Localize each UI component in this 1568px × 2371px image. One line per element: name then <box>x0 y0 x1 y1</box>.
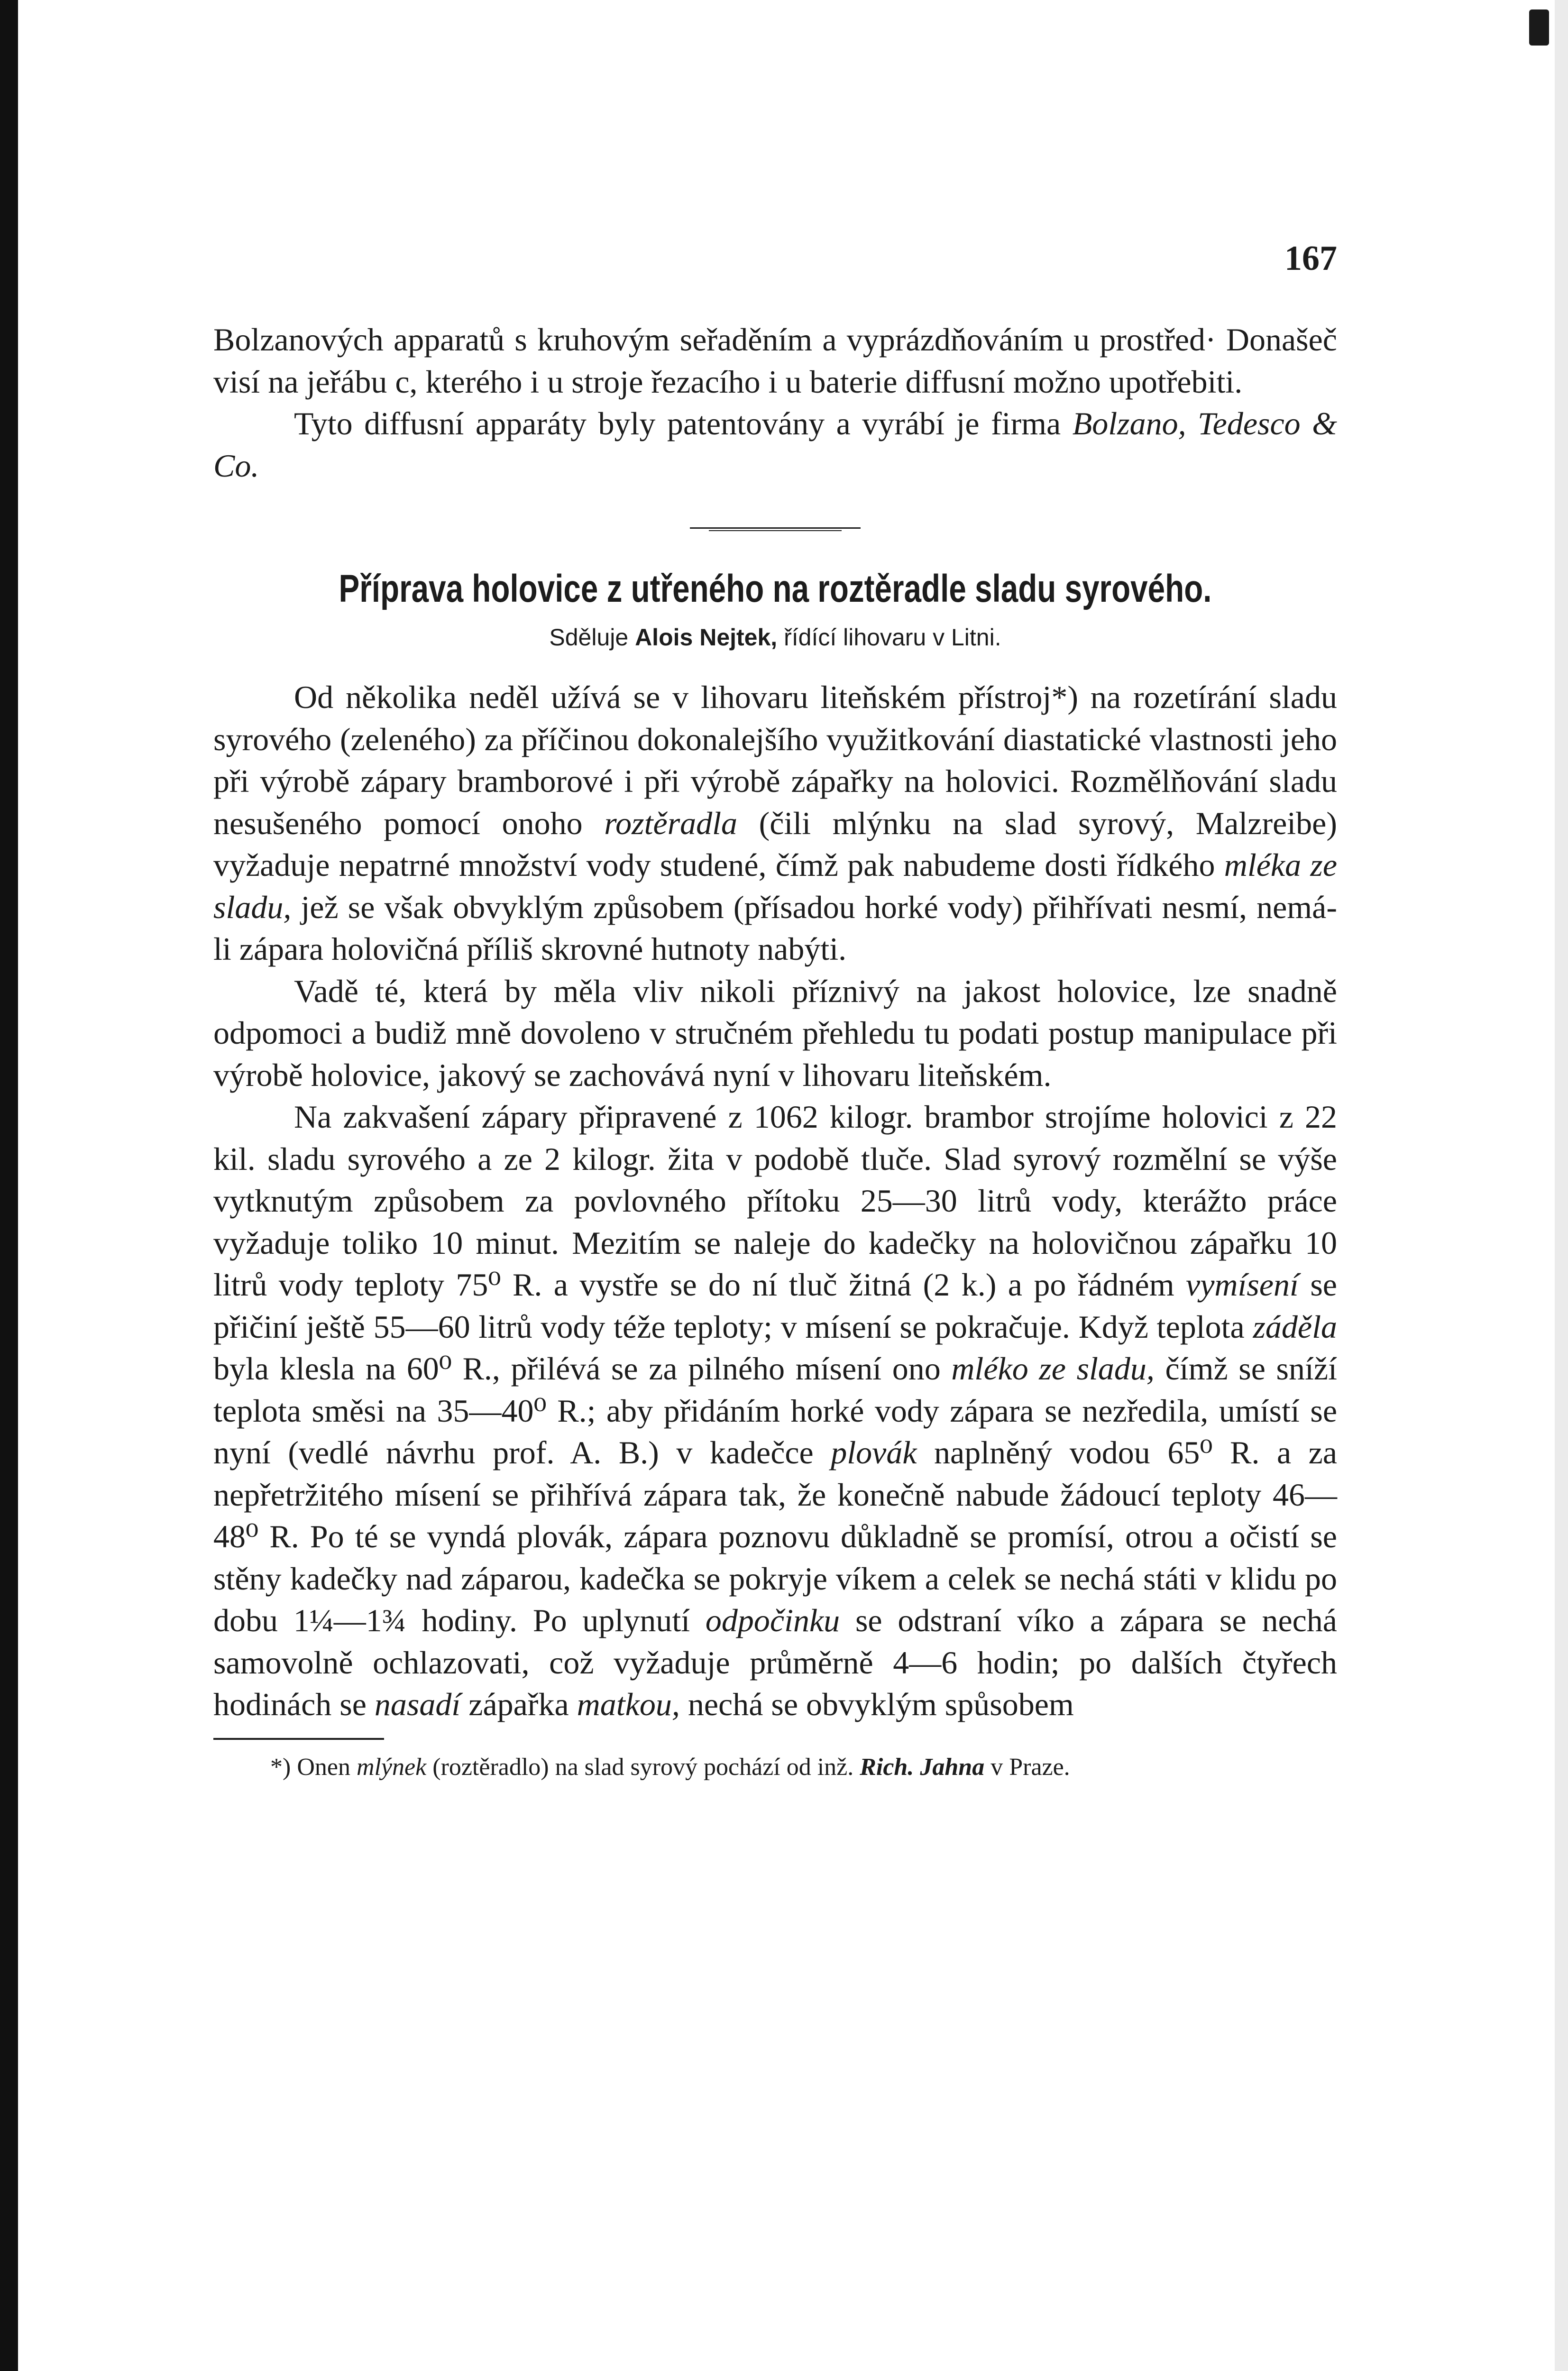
footnote-term: mlýnek <box>356 1753 427 1781</box>
term-roztěradla: roztěradla <box>604 805 738 841</box>
article-title: Příprava holovice z utřeného na roztěradle sladu syrového. <box>339 567 1212 610</box>
body-block <box>213 319 1337 1786</box>
paragraph-3-text-d: čímž se sníží teplota směsi na 35—40⁰ R.; aby přidáním horké vody zápara se nezředila, umístí se nyní (vedlé návrhu prof. A. B.) v kadečce <box>213 1351 1337 1470</box>
intro-text: Bolzanových apparatů s kruhovým seřaděním a vyprázdňováním u prostřed· Donašeč visí na jeřábu c, kterého i u stroje řezacího i u baterie diffusní možno upotřebiti. <box>213 322 1337 400</box>
paragraph-1 <box>213 676 1337 970</box>
patent-paragraph <box>213 403 1337 487</box>
term-matkou: matkou, <box>577 1686 680 1722</box>
intro-paragraph <box>213 319 1337 403</box>
page-number: 167 <box>1284 239 1337 278</box>
term-odpocinku: odpočinku <box>705 1602 840 1638</box>
footnote-mark: *) Onen <box>270 1753 357 1781</box>
byline-author: Alois Nejtek, <box>635 624 778 651</box>
footnote-end: v Praze. <box>984 1753 1070 1781</box>
scan-corner-mark <box>1529 9 1549 46</box>
paragraph-1-text-b: (čili mlýnku na slad syrový, Malzreibe) vyžaduje nepatrné množství vody studené, čímž pak nabudeme dosti řídkého <box>213 805 1337 883</box>
paragraph-3-text-g: zápařka <box>460 1686 577 1722</box>
paragraph-3 <box>213 1096 1337 1726</box>
term-plovak: plovák <box>831 1434 917 1470</box>
term-vymiseni: vymísení <box>1186 1267 1299 1303</box>
footnote-name: Rich. Jahna <box>860 1753 985 1781</box>
byline-suffix: řídící lihovaru v Litni. <box>784 624 1001 651</box>
paragraph-1-text-c: jež se však obvyklým způsobem (přísadou horké vody) přihřívati nesmí, nemá-li zápara holovičná příliš skrovné hutnoty nabýti. <box>213 889 1337 967</box>
footnote <box>213 1748 1337 1786</box>
section-divider <box>690 526 861 532</box>
paragraph-3-text-h: nechá se obvyklým spůsobem <box>679 1686 1074 1722</box>
paragraph-1-text-a: Od několika neděl užívá se v lihovaru liteňském přístroj*) na rozetírání sladu syrového (zeleného) za příčinou dokonalejšího využitkování diastatické vlastnosti jeho při výrobě zápary bramborové i při výrobě zápařky na holovici. Rozmělňování sladu nesušeného pomocí onoho <box>213 679 1337 841</box>
byline <box>213 618 1337 656</box>
scan-edge-right <box>1555 0 1568 2371</box>
byline-prefix: Sděluje <box>549 624 629 651</box>
term-mleka-ze-sladu: mléka ze sladu, <box>213 847 1338 925</box>
term-zadelu: záděla <box>1253 1308 1337 1345</box>
paragraph-3-text-b: se přičiní ještě 55—60 litrů vody téže teploty; v mísení se pokračuje. Když teplota <box>213 1267 1337 1345</box>
term-mleko-ze-sladu: mléko ze sladu, <box>951 1351 1155 1387</box>
footnote-text: (roztěradlo) na slad syrový pochází od inž. <box>426 1753 860 1781</box>
patent-text: Tyto diffusní apparáty byly patentovány a vyrábí je firma <box>294 405 1073 441</box>
paragraph-2: Vadě té, která by měla vliv nikoli příznivý na jakost holovice, lze snadně odpomoci a budiž mně dovoleno v stručném přehledu tu podati postup manipulace při výrobě holovice, jakový se zachovává nyní v lihovaru liteňském. <box>213 973 1337 1093</box>
paragraph-3-text-c: byla klesla na 60⁰ R., přilévá se za pilného mísení ono <box>213 1351 952 1387</box>
article-body <box>213 676 1337 1726</box>
scan-edge-left <box>0 0 18 2371</box>
paragraph-3-text-f: se odstraní víko a zápara se nechá samovolně ochlazovati, což vyžaduje průměrně 4—6 hodin; po dalších čtyřech hodinách se <box>213 1602 1337 1722</box>
paragraph-3-text-e: naplněný vodou 65⁰ R. a za nepřetržitého mísení se přihřívá zápara tak, že konečně nabude žádoucí teploty 46—48⁰ R. Po té se vyndá plovák, zápara poznovu důkladně se promísí, otrou a očistí se stěny kadečky nad záparou, kadečka se pokryje víkem a celek se nechá státi v klidu po dobu 1¼—1¾ hodiny. Po uplynutí <box>213 1434 1338 1638</box>
firm-name: Bolzano, Tedesco & Co. <box>213 405 1337 484</box>
paragraph-3-text-a: Na zakvašení zápary připravené z 1062 kilogr. brambor strojíme holovici z 22 kil. sladu syrového a ze 2 kilogr. žita v podobě tluče. Slad syrový rozmělní se výše vytknutým způsobem za povlovného přítoku 25—30 litrů vody, kterážto práce vyžaduje toliko 10 minut. Mezitím se naleje do kadečky na holovičnou zápařku 10 litrů vody teploty 75⁰ R. a vystře se do ní tluč žitná (2 k.) a po řádném <box>213 1099 1337 1303</box>
term-nasadi: nasadí <box>374 1686 461 1722</box>
footnote-rule <box>213 1738 384 1740</box>
